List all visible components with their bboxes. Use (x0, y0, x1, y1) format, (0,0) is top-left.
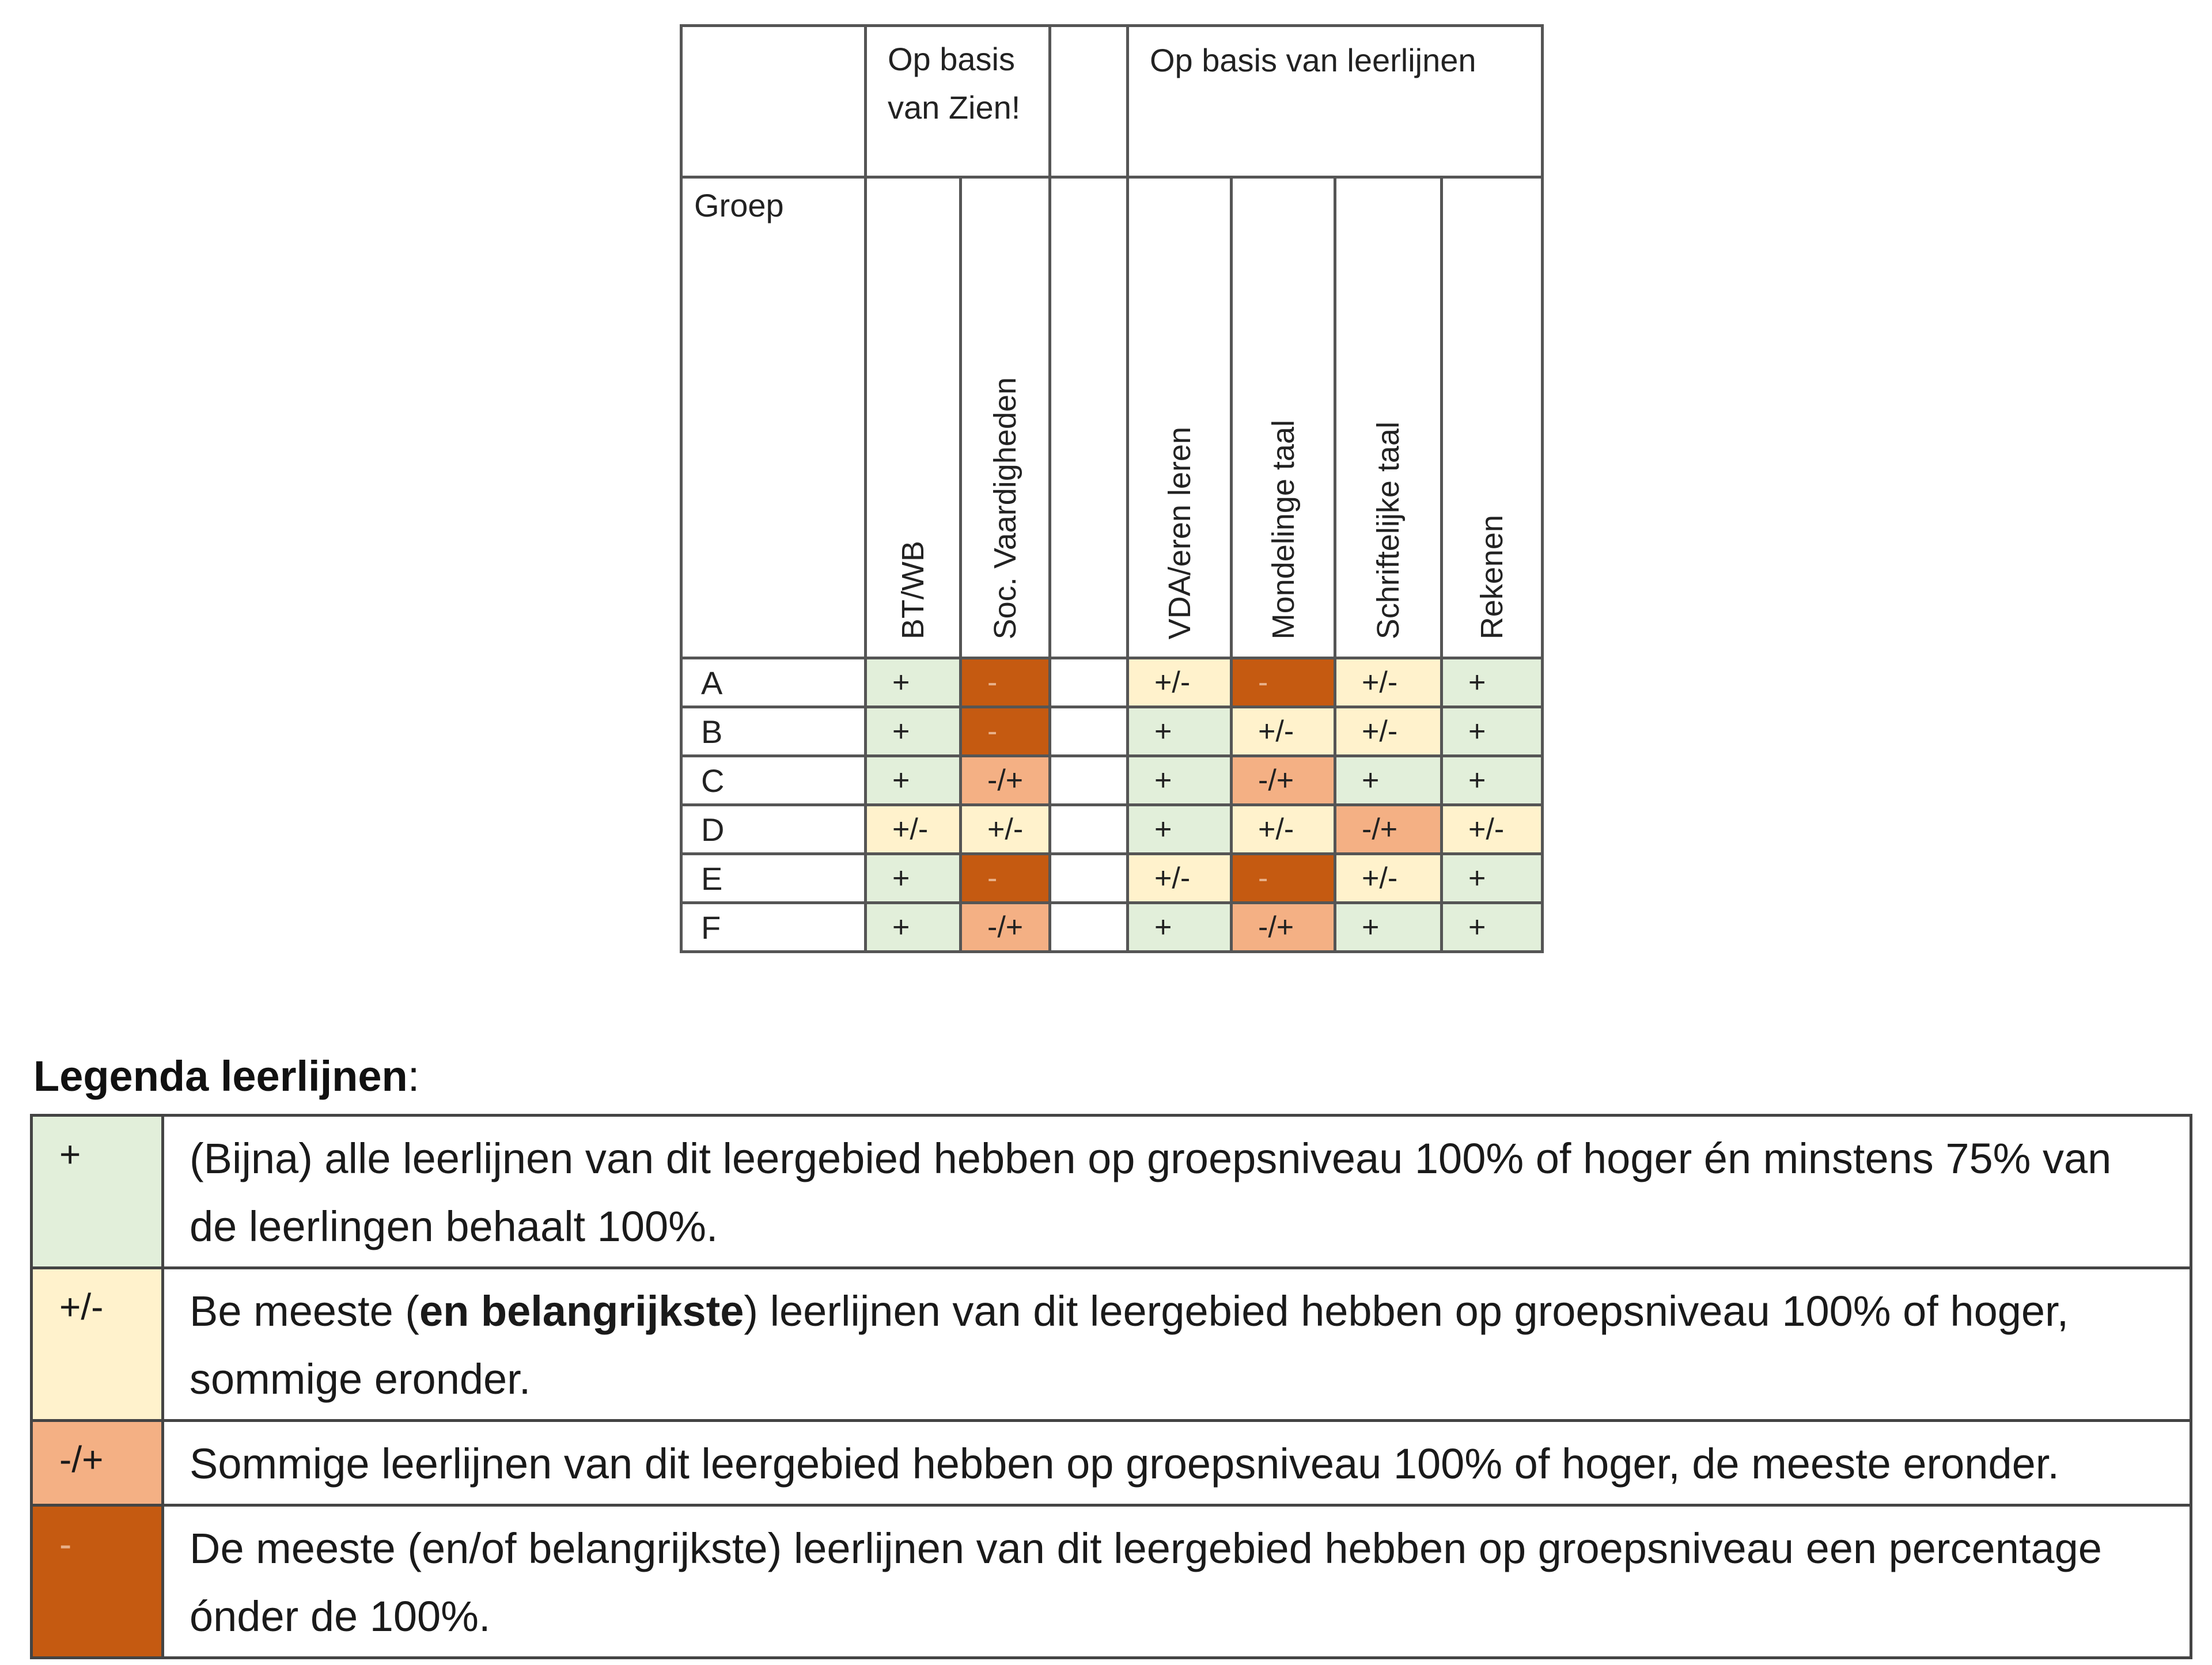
score-cell: -/+ (961, 756, 1050, 805)
score-cell: + (1335, 903, 1442, 952)
score-cell: +/- (866, 805, 961, 854)
col-header-spacer (1050, 177, 1128, 658)
col-header-mondelinge-taal: Mondelinge taal (1232, 177, 1335, 658)
score-cell: - (961, 658, 1050, 707)
spacer-header (1050, 26, 1128, 177)
score-cell: +/- (1335, 707, 1442, 756)
group-label: E (681, 854, 866, 903)
column-header-row (681, 177, 1543, 658)
corner-cell (681, 26, 866, 177)
score-table (680, 24, 1544, 953)
legend-symbol: -/+ (32, 1421, 163, 1505)
score-cell: +/- (1335, 854, 1442, 903)
score-cell: + (1128, 805, 1232, 854)
col-header-rekenen: Rekenen (1442, 177, 1543, 658)
score-cell: + (1442, 903, 1543, 952)
score-cell: + (1442, 756, 1543, 805)
score-cell: -/+ (1232, 756, 1335, 805)
score-cell: +/- (1128, 854, 1232, 903)
score-cell: + (866, 903, 961, 952)
score-cell (1050, 756, 1128, 805)
score-cell: - (961, 707, 1050, 756)
score-cell: - (961, 854, 1050, 903)
score-cell: +/- (1128, 658, 1232, 707)
col-header-schriftelijke-taal: Schriftelijke taal (1335, 177, 1442, 658)
group-label: C (681, 756, 866, 805)
score-cell: + (1128, 903, 1232, 952)
score-cell: + (866, 707, 961, 756)
table-row (681, 658, 1543, 707)
table-row (681, 903, 1543, 952)
score-cell (1050, 805, 1128, 854)
category-header-row (681, 26, 1543, 177)
col-header-soc-vaardigheden: Soc. Vaardigheden (961, 177, 1050, 658)
col-header-vda: VDA/eren leren (1128, 177, 1232, 658)
table-row (681, 854, 1543, 903)
legend-table (30, 1114, 2192, 1659)
score-cell (1050, 854, 1128, 903)
legend-row-plus-minus (32, 1268, 2191, 1421)
legend-title: Legenda leerlijnen: (33, 1052, 420, 1100)
score-cell: -/+ (961, 903, 1050, 952)
score-cell (1050, 707, 1128, 756)
legend-row-minus-plus (32, 1421, 2191, 1505)
score-cell: + (1442, 658, 1543, 707)
group-label: F (681, 903, 866, 952)
legend-symbol: + (32, 1116, 163, 1268)
table-row (681, 707, 1543, 756)
score-cell (1050, 658, 1128, 707)
score-cell: +/- (961, 805, 1050, 854)
legend-row-minus (32, 1505, 2191, 1658)
score-cell: - (1232, 658, 1335, 707)
score-cell (1050, 903, 1128, 952)
category-zien: Op basis van Zien! (866, 26, 1050, 177)
legend-description: De meeste (en/of belangrijkste) leerlijnen van dit leergebied hebben op groepsniveau een percentage ónder de 100%. (163, 1505, 2191, 1658)
score-cell: +/- (1232, 707, 1335, 756)
legend-symbol: - (32, 1505, 163, 1658)
score-cell: + (1128, 707, 1232, 756)
score-cell: + (1442, 854, 1543, 903)
legend-description: Sommige leerlijnen van dit leergebied hebben op groepsniveau 100% of hoger, de meeste eronder. (163, 1421, 2191, 1505)
group-header: Groep (681, 177, 866, 658)
score-cell: + (1128, 756, 1232, 805)
col-header-btwb: BT/WB (866, 177, 961, 658)
score-cell: -/+ (1335, 805, 1442, 854)
group-label: A (681, 658, 866, 707)
score-cell: + (1335, 756, 1442, 805)
score-cell: +/- (1442, 805, 1543, 854)
score-cell: + (866, 658, 961, 707)
score-cell: + (1442, 707, 1543, 756)
group-label: D (681, 805, 866, 854)
legend-row-plus (32, 1116, 2191, 1268)
table-row (681, 805, 1543, 854)
score-cell: +/- (1232, 805, 1335, 854)
legend-symbol: +/- (32, 1268, 163, 1421)
group-label: B (681, 707, 866, 756)
legend-description: (Bijna) alle leerlijnen van dit leergebied hebben op groepsniveau 100% of hoger én minstens 75% van de leerlingen behaalt 100%. (163, 1116, 2191, 1268)
score-cell: -/+ (1232, 903, 1335, 952)
category-leerlijnen: Op basis van leerlijnen (1128, 26, 1543, 177)
table-row (681, 756, 1543, 805)
score-cell: - (1232, 854, 1335, 903)
score-cell: + (866, 854, 961, 903)
legend-description: Be meeste (en belangrijkste) leerlijnen van dit leergebied hebben op groepsniveau 100% of hoger, sommige eronder. (163, 1268, 2191, 1421)
score-cell: +/- (1335, 658, 1442, 707)
score-cell: + (866, 756, 961, 805)
